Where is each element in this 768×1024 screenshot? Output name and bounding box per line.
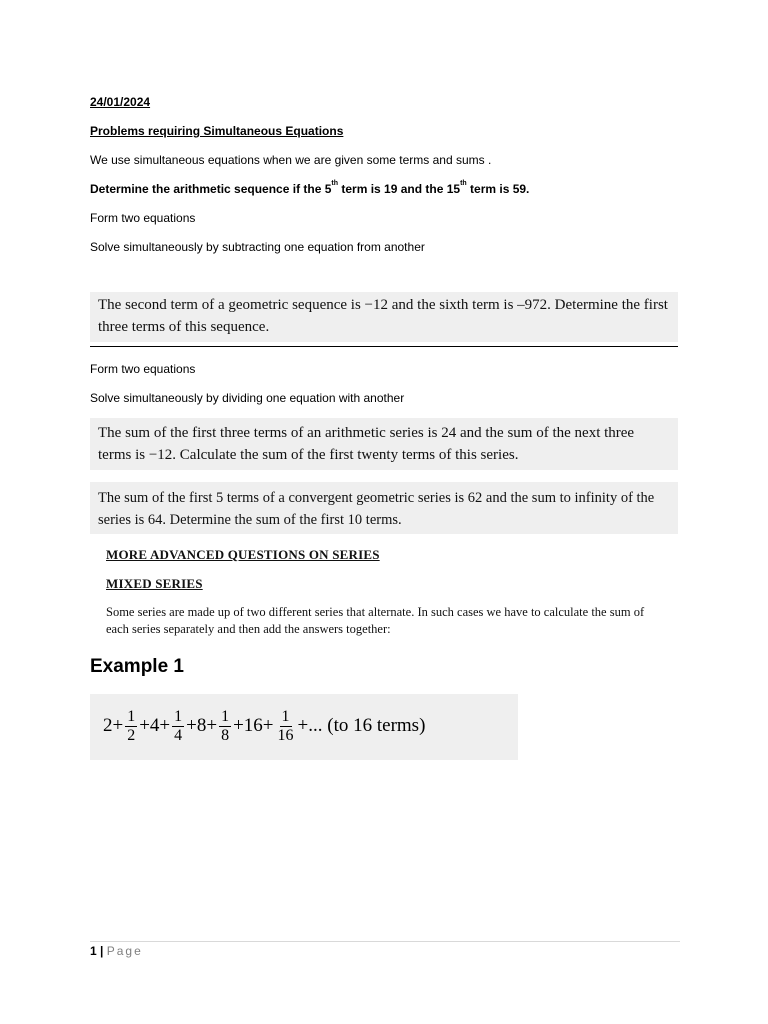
- question-box-geometric-text: The second term of a geometric sequence is −12 and the sixth term is –972. Determine the first three terms of this sequence.: [98, 297, 668, 335]
- eq-denominator: 4: [174, 726, 183, 744]
- step-form-equations: Form two equations: [90, 211, 196, 225]
- eq-numerator: 1: [127, 707, 136, 725]
- advanced-heading: MORE ADVANCED QUESTIONS ON SERIES: [106, 547, 380, 562]
- eq-fraction-1: [125, 708, 137, 745]
- question-box-arithmetic: [90, 418, 678, 470]
- mixed-series-text: Some series are made up of two different series that alternate. In such cases we have to calculate the sum of each series separately and then add the answers together:: [106, 605, 645, 636]
- page-label: Page: [106, 944, 143, 958]
- footer-divider: [90, 941, 680, 942]
- intro-text: We use simultaneous equations when we are given some terms and sums .: [90, 153, 492, 167]
- eq-fraction-2: [172, 708, 184, 745]
- eq-fraction-3: [219, 708, 231, 745]
- mixed-series-heading: MIXED SERIES: [106, 576, 203, 591]
- page-footer: [90, 944, 143, 958]
- date-line: 24/01/2024: [90, 95, 151, 109]
- question-box-convergent-text: The sum of the first 5 terms of a convergent geometric series is 62 and the sum to infinity of the series is 64. Determine the sum of the first 10 terms.: [98, 490, 655, 528]
- eq-denominator: 8: [221, 726, 230, 744]
- question-box-arithmetic-text: The sum of the first three terms of an arithmetic series is 24 and the sum of the next three terms is −12. Calculate the sum of the first twenty terms of this series.: [98, 425, 635, 463]
- q1-superscript-2: th: [460, 180, 467, 187]
- question-1: [90, 182, 529, 196]
- eq-denominator: 2: [127, 726, 136, 744]
- step-form-equations-2: Form two equations: [90, 362, 196, 376]
- step-divide: Solve simultaneously by dividing one equation with another: [90, 391, 405, 405]
- question-box-geometric: [90, 292, 678, 342]
- example-title: Example 1: [90, 656, 184, 677]
- eq-term-1: 2+: [103, 715, 124, 736]
- eq-numerator: 1: [281, 707, 290, 725]
- q1-superscript-1: th: [331, 180, 339, 187]
- eq-term-5: +... (to 16 terms): [297, 715, 426, 736]
- equation-box: [90, 694, 518, 760]
- eq-numerator: 1: [221, 707, 230, 725]
- divider: [90, 346, 678, 347]
- eq-term-3: +8+: [186, 715, 218, 736]
- eq-numerator: 1: [174, 707, 183, 725]
- q1-part1: Determine the arithmetic sequence if the 5: [90, 182, 332, 196]
- section-heading: Problems requiring Simultaneous Equations: [90, 124, 344, 138]
- eq-term-2: +4+: [139, 715, 171, 736]
- question-box-convergent: [90, 482, 678, 534]
- eq-term-4: +16+: [233, 715, 274, 736]
- step-subtract: Solve simultaneously by subtracting one equation from another: [90, 240, 425, 254]
- eq-denominator: 16: [277, 726, 294, 744]
- q1-part2: term is 19 and the 15: [338, 182, 461, 196]
- page-number: 1: [90, 944, 97, 958]
- eq-fraction-4: [276, 708, 296, 745]
- equation: [102, 703, 426, 749]
- footer-separator: |: [100, 944, 104, 958]
- q1-part3: term is 59.: [466, 182, 530, 196]
